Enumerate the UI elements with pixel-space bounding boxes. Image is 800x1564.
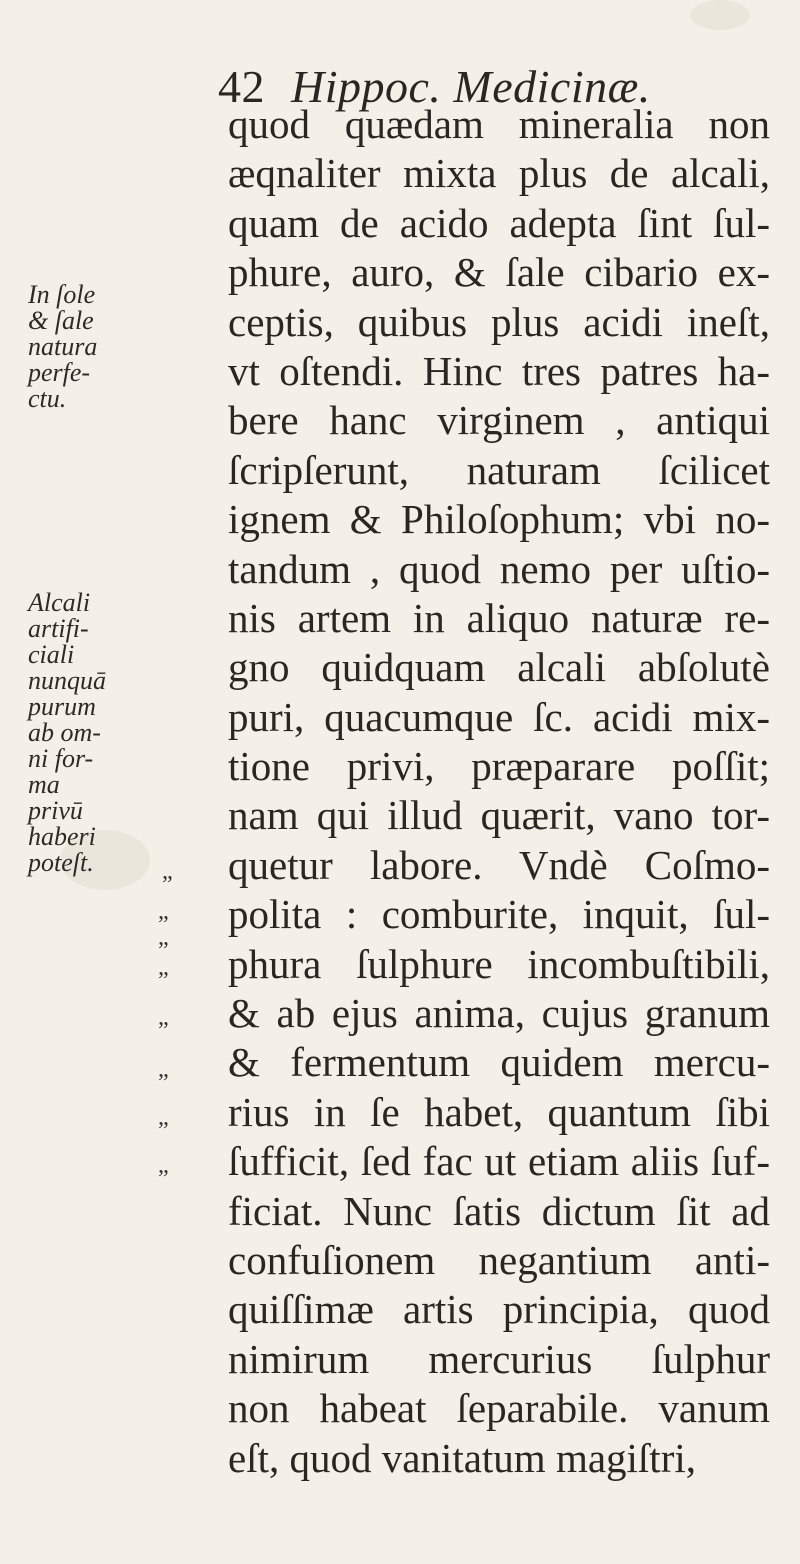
text-line: rius in ſe habet, quantum ſibi bbox=[228, 1088, 770, 1135]
text-line: tandum , quod nemo per uſtio- bbox=[228, 545, 770, 592]
margin-note-line: Alcali bbox=[28, 588, 91, 617]
quote-mark: ” bbox=[158, 1118, 169, 1144]
text-line: nis artem in aliquo naturæ re- bbox=[228, 594, 770, 641]
margin-note-sale bbox=[28, 282, 97, 412]
text-line: nam qui illud quærit, vano tor- bbox=[228, 792, 770, 839]
main-text-block bbox=[228, 100, 788, 1483]
text-line: ſcripſerunt, naturam ſcilicet bbox=[228, 446, 770, 493]
margin-note-line: perfe- bbox=[28, 358, 91, 387]
page-number: 42 bbox=[218, 61, 265, 112]
paper-stain bbox=[690, 0, 750, 30]
text-line: puri, quacumque ſc. acidi mix- bbox=[228, 693, 770, 740]
margin-note-line: ctu. bbox=[28, 384, 67, 413]
text-line: confuſionem negantium anti- bbox=[228, 1236, 770, 1283]
text-line: quam de acido adepta ſint ſul- bbox=[228, 199, 770, 246]
margin-note-line: ma bbox=[28, 770, 60, 799]
quote-mark: ” bbox=[158, 912, 169, 938]
text-line: & fermentum quidem mercu- bbox=[228, 1039, 770, 1086]
margin-note-line: ciali bbox=[28, 640, 75, 669]
quote-mark: ” bbox=[158, 1018, 169, 1044]
text-line: & ab ejus anima, cujus granum bbox=[228, 990, 770, 1037]
margin-note-line: artifi- bbox=[28, 614, 89, 643]
text-line: quetur labore. Vndè Coſmo- bbox=[228, 841, 770, 888]
text-line: vt oſtendi. Hinc tres patres ha- bbox=[228, 347, 770, 394]
margin-note-line: purum bbox=[28, 692, 96, 721]
quote-mark: ” bbox=[158, 968, 169, 994]
margin-note-line: privū bbox=[28, 796, 83, 825]
quote-mark: ” bbox=[158, 938, 169, 964]
text-line: ſufficit, ſed fac ut etiam aliis ſuf- bbox=[228, 1138, 770, 1185]
margin-note-line: ni for- bbox=[28, 744, 94, 773]
text-line: ficiat. Nunc ſatis dictum ſit ad bbox=[228, 1187, 770, 1234]
text-line: ceptis, quibus plus acidi ineſt, bbox=[228, 298, 770, 345]
text-line: eſt, quod vanitatum magiſtri, bbox=[228, 1434, 696, 1481]
text-line: phure, auro, & ſale cibario ex- bbox=[228, 249, 770, 296]
margin-note-alcali bbox=[28, 590, 106, 876]
margin-note-line: natura bbox=[28, 332, 98, 361]
text-line: bere hanc virginem , antiqui bbox=[228, 397, 770, 444]
margin-note-line: poteſt. bbox=[28, 848, 94, 877]
margin-note-line: & ſale bbox=[28, 306, 94, 335]
text-line: tione privi, præparare poſſit; bbox=[228, 743, 770, 790]
text-line: non habeat ſeparabile. vanum bbox=[228, 1385, 770, 1432]
text-line: quiſſimæ artis principia, quod bbox=[228, 1286, 770, 1333]
text-line: nimirum mercurius ſulphur bbox=[228, 1335, 770, 1382]
text-line: ignem & Philoſophum; vbi no- bbox=[228, 496, 770, 543]
text-line: gno quidquam alcali abſolutè bbox=[228, 644, 770, 691]
margin-note-line: ab om- bbox=[28, 718, 101, 747]
quote-mark: ” bbox=[162, 872, 173, 898]
text-line: polita : comburite, inquit, ſul- bbox=[228, 891, 770, 938]
quote-mark: ” bbox=[158, 1166, 169, 1192]
margin-note-line: In ſole bbox=[28, 280, 96, 309]
quote-mark: ” bbox=[158, 1070, 169, 1096]
margin-note-line: haberi bbox=[28, 822, 96, 851]
text-line: phura ſulphure incombuſtibili, bbox=[228, 940, 770, 987]
margin-note-line: nunquā bbox=[28, 666, 106, 695]
text-line: æqnaliter mixta plus de alcali, bbox=[228, 150, 770, 197]
running-title: Hippoc. Medicinæ. bbox=[291, 61, 651, 112]
text-line: quod quædam mineralia non bbox=[228, 101, 770, 147]
